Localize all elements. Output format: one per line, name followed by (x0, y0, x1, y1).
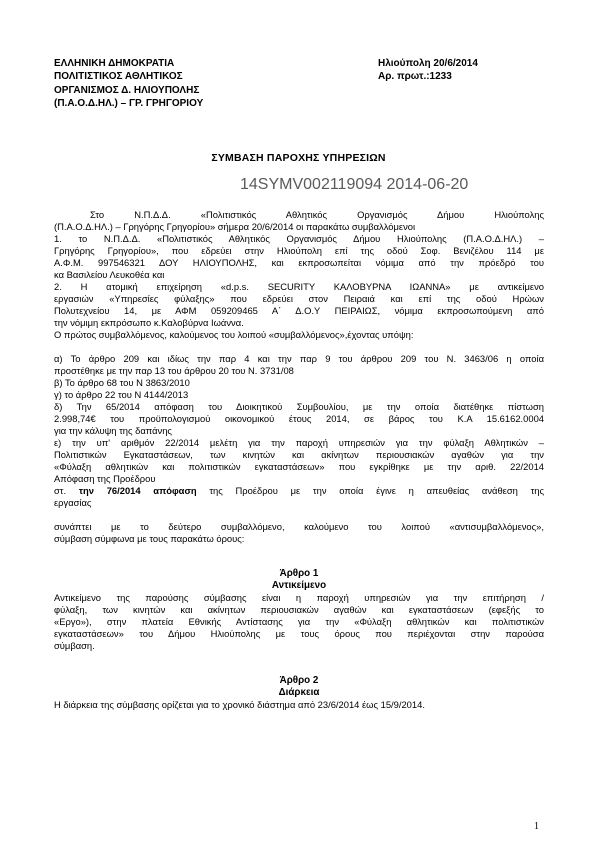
text-line: σύμβαση σύμφωνα με τους παρακάτω όρους: (54, 533, 245, 544)
text-line: Γρηγόρης Γρηγορίου», που εδρεύει στην Ηλιούπολη επί της οδού Σοφ. Βενιζέλου 114 με (54, 245, 544, 256)
text-line: β) Το άρθρο 68 του Ν 3863/2010 (54, 377, 190, 388)
text-line: για την κάλυψη της δαπάνης (54, 425, 172, 436)
text-line: «Εργο»), στην πλατεία Εθνικής Αντίστασης για την «Φύλαξη αθλητικών και πολιτιστικών (54, 616, 544, 627)
text-line: (Π.Α.Ο.Δ.ΗΛ.) – Γρηγόρης Γρηγορίου» σήμερα 20/6/2014 οι παρακάτω συμβαλλόμενοι (54, 221, 416, 232)
issuer-line: ΕΛΛΗΝΙΚΗ ΔΗΜΟΚΡΑΤΙΑ (54, 58, 175, 69)
article-subheading: Αντικείμενο (271, 580, 327, 591)
date-protocol-block (378, 57, 568, 84)
text-line: συνάπτει με το δεύτερο συμβαλλόμενο, καλούμενο του λοιπού «αντισυμβαλλόμενος», (54, 521, 544, 532)
text-line: Απόφαση της Προέδρου (54, 473, 156, 484)
text-line: 1. το Ν.Π.Δ.Δ. «Πολιτιστικός Αθλητικός Οργανισμός Δήμου Ηλιούπολης (Π.Α.Ο.Δ.ΗΛ.) – (54, 233, 544, 244)
adam-stamp: 14SYMV002119094 2014-06-20 (240, 176, 469, 193)
text-line: Η διάρκεια της σύμβασης ορίζεται για το χρονικό διάστημα από 23/6/2014 έως 15/9/2014. (54, 699, 425, 710)
page-number: 1 (534, 821, 539, 832)
issuer-line: (Π.Α.Ο.Δ.ΗΛ.) – ΓΡ. ΓΡΗΓΟΡΙΟΥ (54, 98, 204, 110)
issuer-line: ΟΡΓΑΝΙΣΜΟΣ Δ. ΗΛΙΟΥΠΟΛΗΣ (54, 84, 200, 96)
text-line: εργασιών «Υπηρεσίες φύλαξης» που εδρεύει στον Πειραιά και επί της οδού Ηρώων (54, 293, 544, 304)
text-line: 2. Η ατομική επιχείρηση «d.p.s. SECURITY ΚΑΛΟΒΥΡΝΑ ΙΩΑΝΝΑ» με αντικείμενο (54, 281, 544, 292)
issuer-line: ΠΟΛΙΤΙΣΤΙΚΟΣ ΑΘΛΗΤΙΚΟΣ (54, 71, 183, 83)
text-line: 2.998,74€ του προϋπολογισμού οικονομικού έτους 2014, σε βάρος του Κ.Α 15.6162.0004 (54, 413, 544, 424)
decision-reference: την 76/2014 απόφαση (78, 485, 197, 496)
text-line: σύμβαση. (54, 640, 95, 651)
text-line: κα Βασιλείου Λευκοθέα και (54, 269, 165, 280)
text-line: Πολιτιστικών Εγκαταστάσεων, των κινητών και ακίνητων περιουσιακών αγαθών για την (54, 449, 544, 460)
text-line: φύλαξη, των κινητών και ακίνητων περιουσιακών αγαθών και εγκαταστάσεων (εφεξής το (54, 604, 544, 615)
text-line: γ) το άρθρο 22 του Ν 4144/2013 (54, 389, 189, 400)
article-heading: Άρθρο 1 (279, 568, 319, 579)
text-line: «Φύλαξη αθλητικών και πολιτιστικών εγκαταστάσεων» που εγκρίθηκε με την αριθ. 22/2014 (54, 461, 544, 472)
text-line: δ) Την 65/2014 απόφαση του Διοικητικού Συμβουλίου, με την οποία διατέθηκε πίστωση (54, 401, 544, 412)
text-line: εργασίας (54, 497, 92, 508)
text-line (54, 485, 544, 497)
text-line: α) Το άρθρο 209 και ιδίως την παρ 4 και την παρ 9 του άρθρου 209 του Ν. 3463/06 η οποία (54, 353, 544, 364)
text-line: Α.Φ.Μ. 997546321 ΔΟΥ ΗΛΙΟΥΠΟΛΗΣ, και εκπροσωπείται νόμιμα από την πρόεδρό του (54, 257, 544, 268)
article-subheading: Διάρκεια (278, 687, 320, 698)
issuer-block (54, 57, 354, 111)
text-line: Στο Ν.Π.Δ.Δ. «Πολιτιστικός Αθλητικός Οργανισμός Δήμου Ηλιούπολης (90, 209, 544, 220)
text-line: προστέθηκε με την παρ 13 του άρθρου 20 του Ν. 3731/08 (54, 365, 294, 376)
item-prefix: στ. (54, 485, 67, 496)
article-heading: Άρθρο 2 (279, 675, 319, 686)
item-text: της Προέδρου με την οποία έγινε η απευθείας ανάθεση της (209, 485, 545, 496)
text-line: εγκαταστάσεων» του Δήμου Ηλιούπολης με τους όρους που περιέχονται στην παρούσα (54, 628, 544, 639)
document-title: ΣΥΜΒΑΣΗ ΠΑΡΟΧΗΣ ΥΠΗΡΕΣΙΩΝ (211, 152, 386, 164)
place-date: Ηλιούπολη 20/6/2014 (378, 58, 478, 69)
text-line: ε) την υπ' αριθμόν 22/2014 μελέτη για την παροχή υπηρεσιών για την φύλαξη Αθλητικών – (54, 437, 544, 448)
document-body (54, 209, 544, 711)
text-line: Αντικείμενο της παρούσης σύμβασης είναι η παροχή υπηρεσιών για την επιτήρηση / (54, 592, 544, 603)
text-line: την νόμιμη εκπρόσωπο κ.Καλοβύρνα Ιωάννα. (54, 317, 244, 328)
text-line: Πολυτεχνείου 14, με ΑΦΜ 059209465 Α΄ Δ.Ο.Υ ΠΕΙΡΑΙΩΣ, νόμιμα εκπροσωπούμενη από (54, 305, 544, 316)
protocol-number: Αρ. πρωτ.:1233 (378, 71, 452, 83)
text-line: Ο πρώτος συμβαλλόμενος, καλούμενος του λοιπού «συμβαλλόμενος»,έχοντας υπόψη: (54, 329, 414, 340)
